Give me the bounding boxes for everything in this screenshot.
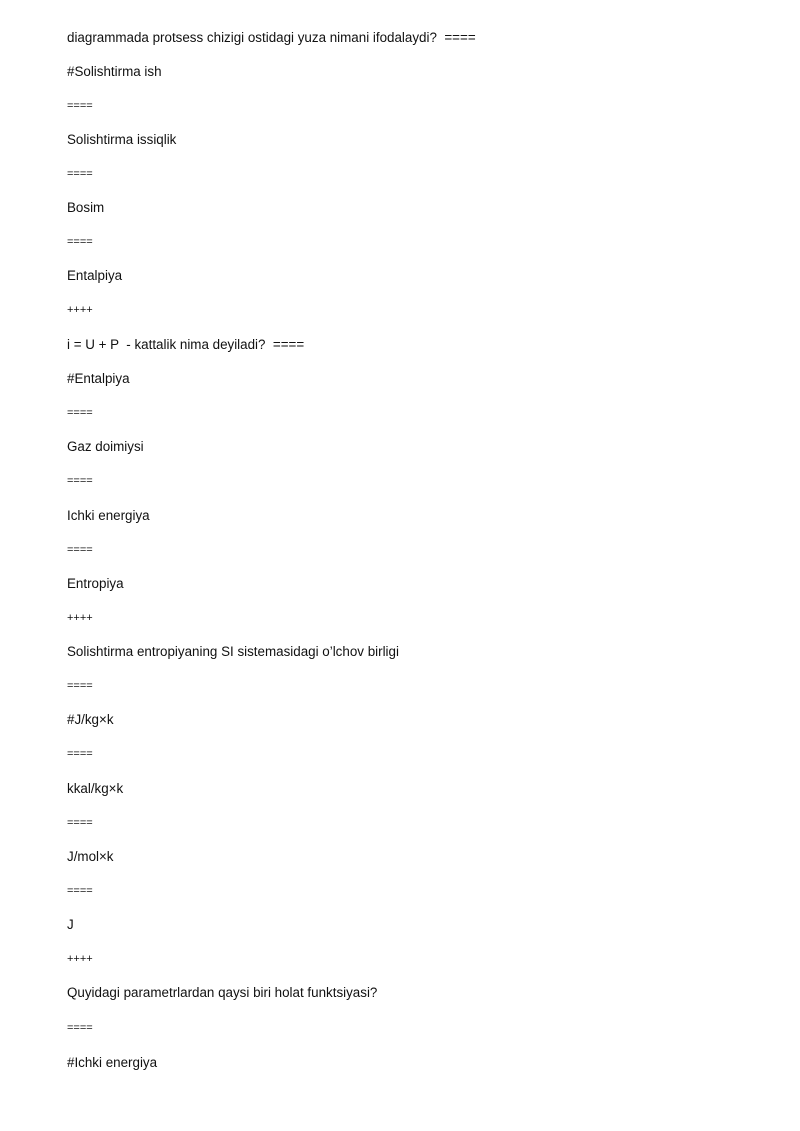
answer-option: Gaz doimiysi <box>67 439 144 454</box>
separator: ==== <box>67 885 93 897</box>
answer-option: kkal/kg×k <box>67 781 124 796</box>
question-separator: ++++ <box>67 304 93 316</box>
question-separator: ++++ <box>67 953 93 965</box>
answer-correct: #Ichki energiya <box>67 1055 158 1070</box>
question-text: diagrammada protsess chizigi ostidagi yuza nimani ifodalaydi? ==== <box>67 30 476 45</box>
answer-option: Solishtirma issiqlik <box>67 132 177 147</box>
separator: ==== <box>67 168 93 180</box>
separator: ==== <box>67 475 93 487</box>
answer-option: Ichki energiya <box>67 508 150 523</box>
answer-option: Bosim <box>67 200 105 215</box>
question-text: i = U + P - kattalik nima deyiladi? ==== <box>67 337 305 352</box>
separator: ==== <box>67 544 93 556</box>
answer-option: J <box>67 917 74 932</box>
separator: ==== <box>67 817 93 829</box>
answer-correct: #Solishtirma ish <box>67 64 162 79</box>
question-separator: ++++ <box>67 612 93 624</box>
separator: ==== <box>67 1022 93 1034</box>
answer-correct: #Entalpiya <box>67 371 130 386</box>
answer-option: Entropiya <box>67 576 124 591</box>
separator: ==== <box>67 407 93 419</box>
separator: ==== <box>67 236 93 248</box>
answer-option: Entalpiya <box>67 268 123 283</box>
answer-correct: #J/kg×k <box>67 712 114 727</box>
separator: ==== <box>67 680 93 692</box>
separator: ==== <box>67 748 93 760</box>
question-text: Quyidagi parametrlardan qaysi biri holat funktsiyasi? <box>67 985 378 1000</box>
separator: ==== <box>67 100 93 112</box>
answer-option: J/mol×k <box>67 849 114 864</box>
question-text: Solishtirma entropiyaning SI sistemasidagi o’lchov birligi <box>67 644 399 659</box>
